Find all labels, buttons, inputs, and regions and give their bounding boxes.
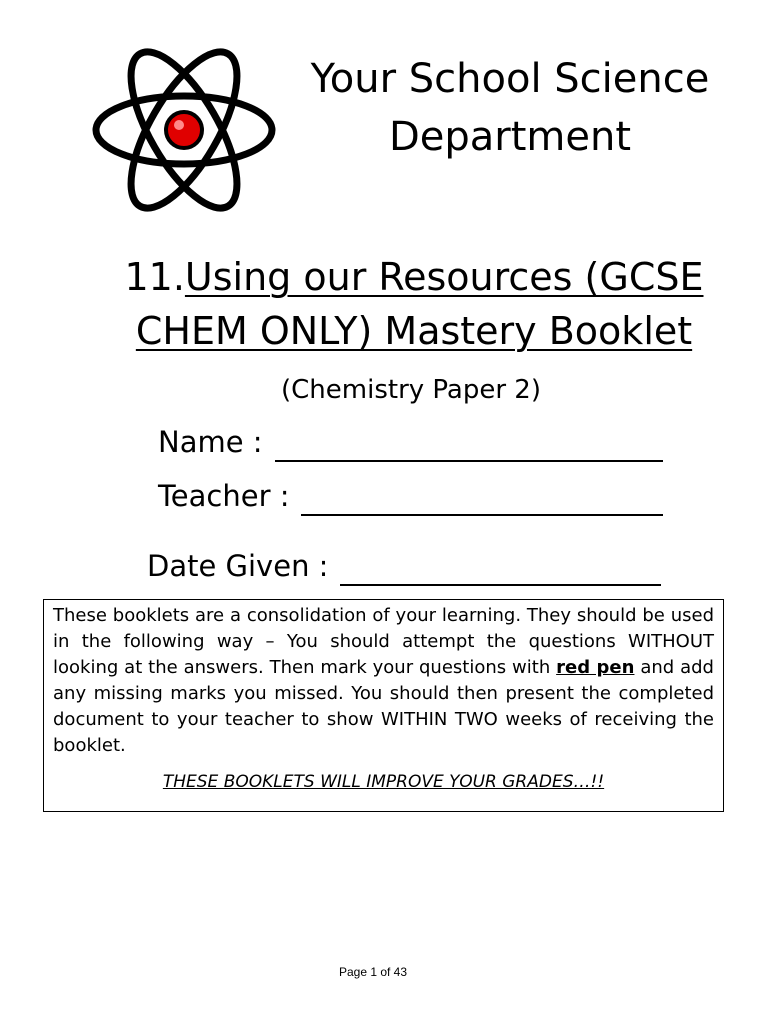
name-label: Name :: [158, 425, 263, 459]
instructions-text-before: These booklets are a consolidation of your learning. They should be used in the following way – You should attempt the questions WITHOUT looking at the answers. Then mark your questions with: [53, 605, 714, 678]
paper-subtitle: (Chemistry Paper 2): [281, 375, 541, 405]
date-given-label: Date Given :: [147, 549, 329, 583]
instructions-text-after: and add any missing marks you missed. You should then present the completed document to your teacher to show WITHIN TWO weeks of receiving the booklet.: [53, 657, 714, 756]
school-title-line1: Your School Science: [310, 56, 710, 102]
atom-icon: [88, 48, 280, 212]
booklet-title-line1: Using our Resources (GCSE: [184, 255, 704, 299]
teacher-field: [158, 476, 663, 516]
teacher-label: Teacher :: [158, 479, 290, 513]
booklet-title: [60, 250, 768, 358]
instructions-box: [43, 599, 724, 812]
instructions-slogan: THESE BOOKLETS WILL IMPROVE YOUR GRADES…!!: [162, 772, 605, 792]
date-given-field: [147, 546, 661, 586]
atom-nucleus-highlight: [174, 120, 184, 130]
date-given-blank-line: [340, 553, 661, 586]
name-blank-line: [275, 429, 663, 462]
booklet-number: 11.: [124, 255, 185, 299]
instructions-text: [53, 603, 714, 759]
name-field: [158, 422, 663, 462]
page-number: Page 1 of 43: [338, 965, 408, 979]
booklet-title-line2: CHEM ONLY) Mastery Booklet: [135, 309, 693, 353]
atom-nucleus: [166, 112, 202, 148]
school-title: [280, 50, 740, 166]
school-title-line2: Department: [388, 114, 632, 160]
teacher-blank-line: [301, 483, 663, 516]
red-pen-highlight: red pen: [556, 657, 635, 678]
